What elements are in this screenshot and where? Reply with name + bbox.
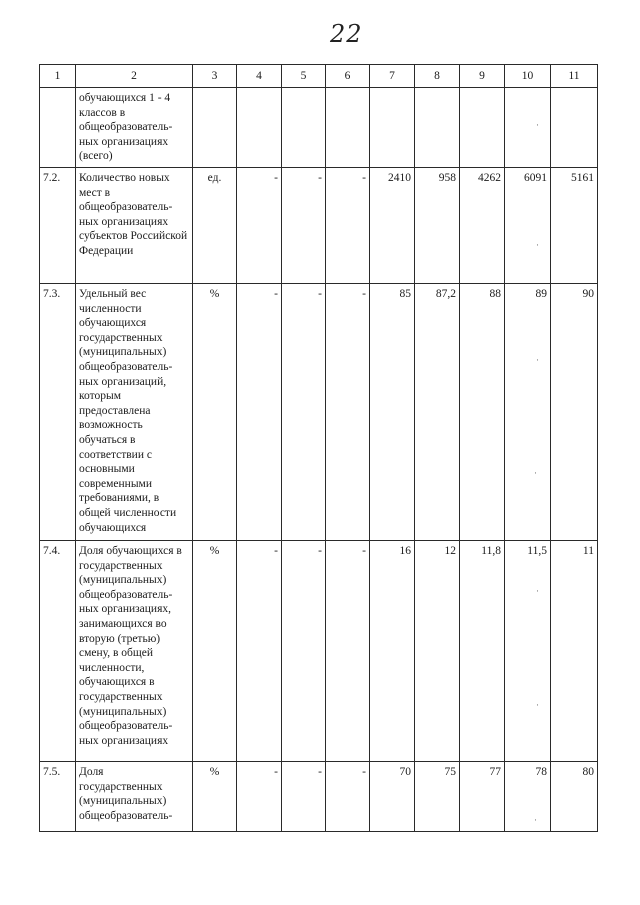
row-cell-col11: 5161 [551,168,598,284]
row-cell-col9: 4262 [460,168,505,284]
row-cell-col7: 16 [370,541,415,762]
row-cell-col7: 85 [370,284,415,541]
row-cell-col11: 11 [551,541,598,762]
row-number: 7.2. [40,168,76,284]
column-header: 5 [282,65,326,88]
table-row [40,168,598,284]
scan-speck: · [536,586,539,596]
row-indicator-name: Количество новых мест в общеобразователь-ных организациях субъектов Российской Федерации [76,168,193,284]
row-indicator-name: Доля государственных (муниципальных) общеобразователь- [76,762,193,832]
row-cell-col8: 75 [415,762,460,832]
scan-speck: · [536,355,539,365]
row-indicator-name: Удельный вес численности обучающихся государственных (муниципальных) общеобразователь-ных организаций, которым предоставлена возможность обучаться в соответствии с основными современными требованиями, в общей численности обучающихся [76,284,193,541]
row-cell-col10 [505,88,551,168]
row-cell-col11 [551,88,598,168]
row-unit [193,88,237,168]
column-header: 4 [237,65,282,88]
column-header: 9 [460,65,505,88]
scan-speck: · [534,468,537,478]
table-row [40,284,598,541]
row-cell-col6: - [326,541,370,762]
row-cell-col10: 89 [505,284,551,541]
column-header: 6 [326,65,370,88]
row-unit: ед. [193,168,237,284]
row-unit: % [193,762,237,832]
row-number: 7.5. [40,762,76,832]
row-number: 7.3. [40,284,76,541]
row-cell-col6: - [326,762,370,832]
row-cell-col11: 80 [551,762,598,832]
row-cell-col5: - [282,541,326,762]
row-cell-col5: - [282,284,326,541]
row-indicator-name: Доля обучающихся в государственных (муниципальных) общеобразователь-ных организациях, занимающихся во вторую (третью) смену, в общей численности, обучающихся в государственных (муниципальных) общеобразователь-ных организациях [76,541,193,762]
column-header: 1 [40,65,76,88]
scan-speck: · [536,700,539,710]
column-header: 11 [551,65,598,88]
row-cell-col10: 78 [505,762,551,832]
row-cell-col5 [282,88,326,168]
row-cell-col4: - [237,284,282,541]
scan-speck: · [534,815,537,825]
column-header: 8 [415,65,460,88]
column-header: 7 [370,65,415,88]
row-cell-col9: 88 [460,284,505,541]
row-cell-col5: - [282,168,326,284]
row-cell-col8: 12 [415,541,460,762]
scan-speck: · [536,120,539,130]
row-cell-col9: 77 [460,762,505,832]
row-cell-col7: 70 [370,762,415,832]
scan-speck: · [536,240,539,250]
row-indicator-name: обучающихся 1 - 4 классов в общеобразователь-ных организациях (всего) [76,88,193,168]
row-cell-col8: 958 [415,168,460,284]
column-header: 3 [193,65,237,88]
row-unit: % [193,541,237,762]
row-cell-col11: 90 [551,284,598,541]
row-cell-col4: - [237,168,282,284]
row-unit: % [193,284,237,541]
table-header-row [40,65,598,88]
column-header: 2 [76,65,193,88]
row-number: 7.4. [40,541,76,762]
table-row [40,762,598,832]
row-cell-col8 [415,88,460,168]
row-cell-col9: 11,8 [460,541,505,762]
row-cell-col4: - [237,541,282,762]
row-cell-col5: - [282,762,326,832]
page-number: 22 [330,20,363,48]
column-header: 10 [505,65,551,88]
table-row [40,88,598,168]
row-cell-col4: - [237,762,282,832]
row-number [40,88,76,168]
row-cell-col10: 11,5 [505,541,551,762]
data-table [39,64,598,832]
row-cell-col6 [326,88,370,168]
table-row [40,541,598,762]
row-cell-col6: - [326,168,370,284]
row-cell-col9 [460,88,505,168]
row-cell-col7 [370,88,415,168]
row-cell-col10: 6091 [505,168,551,284]
row-cell-col7: 2410 [370,168,415,284]
row-cell-col8: 87,2 [415,284,460,541]
row-cell-col4 [237,88,282,168]
row-cell-col6: - [326,284,370,541]
